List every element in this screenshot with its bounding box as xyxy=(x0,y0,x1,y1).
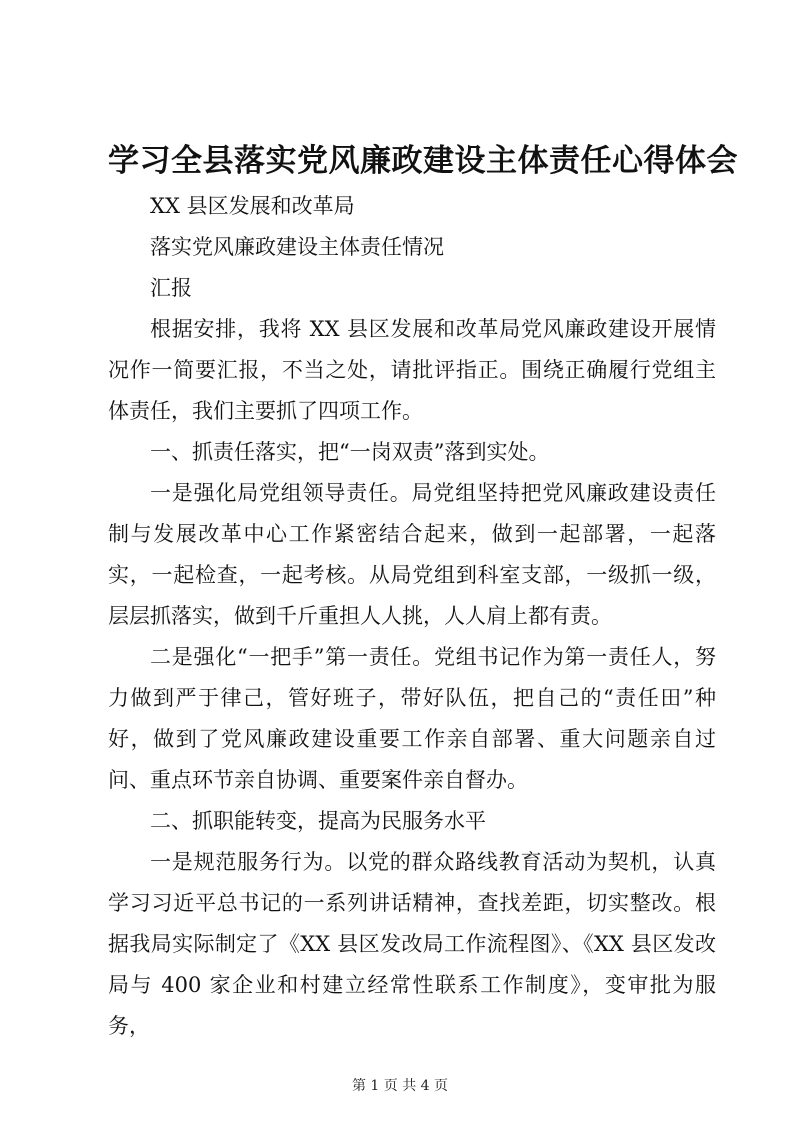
paragraph-8: 二、抓职能转变，提高为民服务水平 xyxy=(150,809,486,833)
paragraph-1: XX 县区发展和改革局 xyxy=(150,194,355,218)
paragraph-9: 一是规范服务行为。以党的群众路线教育活动为契机，认真学习习近平总书记的一系列讲话精神，查找差距，切实整改。根据我局实际制定了《XX 县区发改局工作流程图》、《XX 县区发改局与 400 家企业和村建立经常性联系工作制度》，变审批为服务， xyxy=(108,850,716,1038)
paragraph-5: 一、抓责任落实，把“一岗双责”落到实处。 xyxy=(150,440,550,464)
paragraph-7: 二是强化“一把手”第一责任。党组书记作为第一责任人，努力做到严于律己，管好班子，带好队伍，把自己的“责任田”种好，做到了党风廉政建设重要工作亲自部署、重大问题亲自过问、重点环节亲自协调、重要案件亲自督办。 xyxy=(108,645,716,792)
paragraph-4: 根据安排，我将 XX 县区发展和改革局党风廉政建设开展情况作一简要汇报，不当之处，请批评指正。围绕正确履行党组主体责任，我们主要抓了四项工作。 xyxy=(108,317,716,423)
document-body xyxy=(108,186,716,1047)
paragraph-6: 一是强化局党组领导责任。局党组坚持把党风廉政建设责任制与发展改革中心工作紧密结合起来，做到一起部署，一起落实，一起检查，一起考核。从局党组到科室支部，一级抓一级，层层抓落实，做到千斤重担人人挑，人人肩上都有责。 xyxy=(108,481,716,628)
page-footer: 第 1 页 共 4 页 xyxy=(351,1078,449,1094)
document-title: 学习全县落实党风廉政建设主体责任心得体会 xyxy=(108,143,738,179)
paragraph-3: 汇报 xyxy=(150,276,192,300)
paragraph-2: 落实党风廉政建设主体责任情况 xyxy=(150,235,444,259)
